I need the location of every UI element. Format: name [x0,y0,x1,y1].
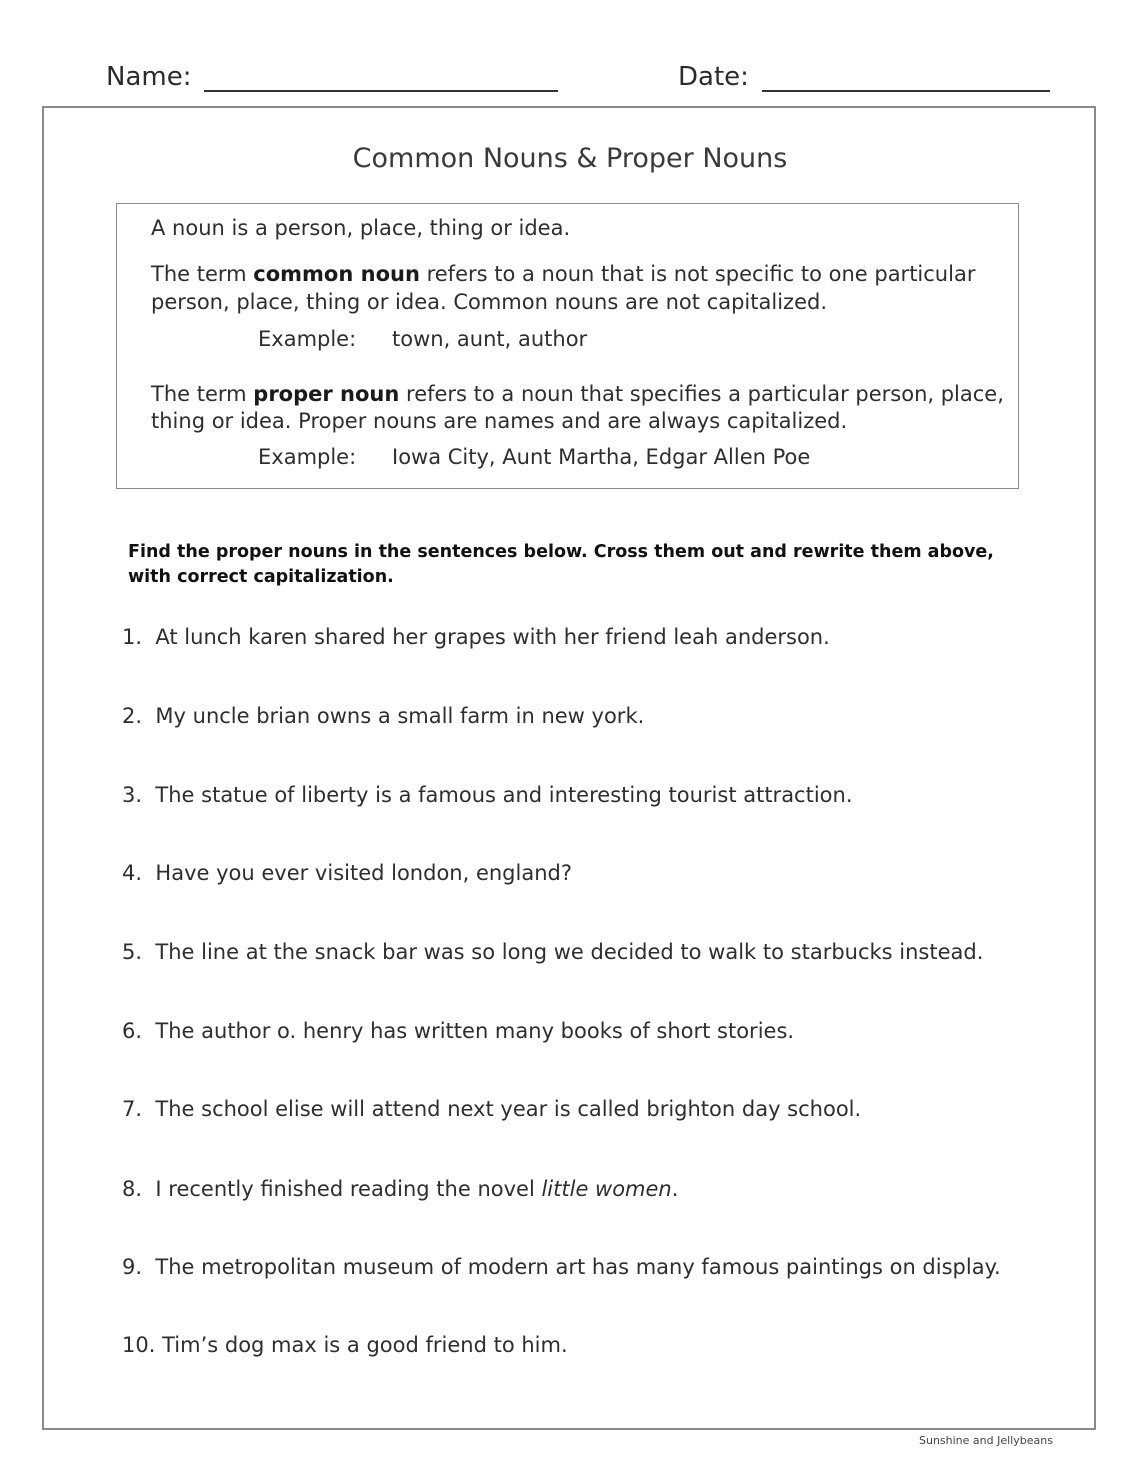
item-number: 10. [122,1333,156,1357]
instructions-line1: Find the proper nouns in the sentences below. Cross them out and rewrite them above, [128,542,994,562]
item-number: 7. [122,1097,143,1121]
item-number: 5. [122,940,143,964]
sentence-item [122,1019,794,1043]
sentence-text: The statue of liberty is a famous and interesting tourist attraction. [155,783,853,807]
common-example-label: Example: [258,327,357,351]
date-input-line[interactable] [762,90,1050,92]
sentence-text: My uncle brian owns a small farm in new york. [155,704,645,728]
sentence-text: The line at the snack bar was so long we decided to walk to starbucks instead. [155,940,984,964]
sentence-item [122,1255,1001,1279]
common-example-text: town, aunt, author [392,327,588,351]
sentence-text: Tim’s dog max is a good friend to him. [162,1333,568,1357]
sentence-item [122,625,830,649]
sentence-text: Have you ever visited london, england? [155,861,573,885]
sentence-text: At lunch karen shared her grapes with her friend leah anderson. [155,625,830,649]
name-label: Name: [106,62,192,92]
common-noun-definition-line1 [151,262,975,286]
proper-noun-definition-line2: thing or idea. Proper nouns are names and are always capitalized. [151,409,848,433]
sentence-text: The school elise will attend next year is called brighton day school. [155,1097,862,1121]
date-label: Date: [678,62,749,92]
proper-example-label: Example: [258,445,357,469]
instructions-line2: with correct capitalization. [128,567,394,587]
sentence-item [122,783,853,807]
common-post: refers to a noun that is not specific to one particular [419,262,976,286]
noun-definition: A noun is a person, place, thing or idea. [151,216,571,240]
sentence-end: . [671,1177,679,1201]
proper-pre: The term [151,382,254,406]
common-pre: The term [151,262,254,286]
proper-example-text: Iowa City, Aunt Martha, Edgar Allen Poe [392,445,811,469]
item-number: 2. [122,704,143,728]
sentence-text: The metropolitan museum of modern art has many famous paintings on display. [155,1255,1001,1279]
proper-noun-definition-line1 [151,382,1004,406]
item-number: 4. [122,861,143,885]
worksheet-title: Common Nouns & Proper Nouns [352,143,788,174]
item-number: 3. [122,783,143,807]
sentence-item [122,1177,678,1201]
sentence-item [122,704,644,728]
common-noun-definition-line2: person, place, thing or idea. Common nouns are not capitalized. [151,290,827,314]
book-title: little women [541,1177,672,1201]
common-noun-term: common noun [253,262,420,286]
proper-post: refers to a noun that specifies a particular person, place, [399,382,1004,406]
sentence-item [122,1097,861,1121]
sentence-text: The author o. henry has written many books of short stories. [155,1019,795,1043]
item-number: 8. [122,1177,143,1201]
item-number: 6. [122,1019,143,1043]
sentence-item [122,940,983,964]
sentence-item [122,861,572,885]
name-input-line[interactable] [204,90,558,92]
item-number: 1. [122,625,143,649]
sentence-text: I recently finished reading the novel [155,1177,542,1201]
sentence-item [122,1333,568,1357]
proper-noun-term: proper noun [253,382,400,406]
item-number: 9. [122,1255,143,1279]
credit-text: Sunshine and Jellybeans [919,1434,1053,1447]
